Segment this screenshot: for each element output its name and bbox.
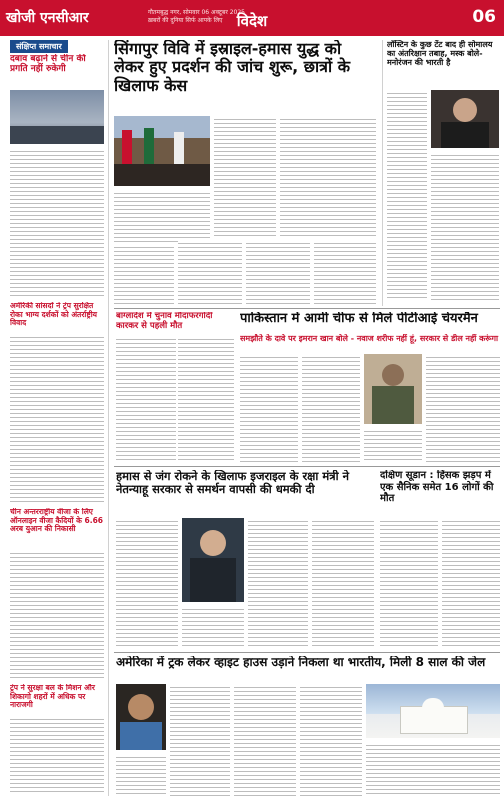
sudan-body-col2 bbox=[442, 518, 500, 648]
lead-body-col5 bbox=[280, 116, 376, 236]
right-top-headline: लॉस्टिन के कुछ टेंट बाद ही सोमालय का अंतरिक्षान तबाह, मस्क बोले- मनोरंजन की भारती है bbox=[387, 40, 493, 68]
bangladesh-body-col2 bbox=[178, 336, 234, 462]
person-body bbox=[190, 558, 236, 602]
divider-line bbox=[114, 308, 500, 309]
lead-body-col1 bbox=[214, 116, 276, 236]
bottom-body-col2 bbox=[234, 684, 296, 796]
israel-body-col4 bbox=[312, 518, 374, 648]
lead-body-col4 bbox=[246, 240, 310, 304]
masthead-dateline: गौतमबुद्ध नगर, सोमवार 06 अक्टूबर 2025 bbox=[148, 9, 245, 16]
brief1-photo bbox=[10, 90, 104, 144]
divider-line bbox=[114, 466, 500, 467]
crowd-shape bbox=[10, 126, 104, 144]
israel-body-col2 bbox=[182, 606, 244, 648]
bottom-body-col4 bbox=[366, 742, 500, 796]
bangladesh-headline: बांग्लादेश में चुनाव मौदाफरगोदी कारकर से पहली मौत bbox=[116, 312, 213, 331]
lead-body-col2 bbox=[114, 244, 174, 304]
white-house-photo bbox=[366, 684, 500, 738]
lead-photo bbox=[114, 116, 210, 186]
person-face bbox=[453, 98, 477, 122]
israel-photo bbox=[182, 518, 244, 602]
brief3-body bbox=[10, 550, 104, 680]
person-face bbox=[200, 530, 226, 556]
right-top-story bbox=[382, 40, 501, 306]
divider-line bbox=[114, 652, 500, 653]
bottom-body-col3 bbox=[300, 684, 362, 796]
pakistan-body-col3 bbox=[364, 428, 422, 462]
brief1-headline: दबाव बढ़ाने से चीन की प्रगति नहीं रुकेगी bbox=[10, 54, 86, 75]
brief3-headline: चीन अन्तरराष्ट्रीय वीजा के लिए ऑनलाइन वीजा कैदियों के 6.66 अरब युआन की निकासी bbox=[10, 508, 104, 534]
lead-body-col0 bbox=[114, 190, 210, 242]
bottom-headline: अमेरिका में ट्रक लेकर व्हाइट हाउस उड़ाने निकला था भारतीय, मिली 8 साल की जेल bbox=[116, 656, 486, 669]
pakistan-body-col4 bbox=[426, 354, 500, 462]
crowd-shape bbox=[114, 164, 210, 186]
brief4-headline: ट्रंप ने सुरक्षा बल के मिशन और शिकागो शहरों में अधिक पर नाराजगी bbox=[10, 684, 95, 710]
portico-shape bbox=[422, 698, 444, 708]
section-title: विदेश bbox=[236, 12, 268, 30]
masthead-tagline: ख़बरों की दुनिया सिर्फ आपके लिए bbox=[148, 17, 223, 24]
bottom-body-col1 bbox=[170, 684, 230, 796]
person-body bbox=[441, 122, 489, 148]
page-number: 06 bbox=[472, 7, 496, 27]
israel-headline: हमास से जंग रोकने के खिलाफ इजराइल के रक्षा मंत्री ने नेतन्याहू सरकार से समर्थन वापसी की धमकी दी bbox=[116, 470, 349, 497]
sudan-headline: दक्षिण सूडान : हिंसक झड़प में एक सैनिक समेत 16 लोगों की मौत bbox=[380, 470, 494, 504]
brief4-body bbox=[10, 716, 104, 794]
right-top-body-col2 bbox=[431, 152, 499, 300]
right-top-body-col1 bbox=[387, 90, 427, 300]
bangladesh-body-col1 bbox=[116, 336, 176, 462]
right-top-photo bbox=[431, 90, 499, 148]
sudan-body-col1 bbox=[380, 518, 438, 648]
israel-body-col1 bbox=[116, 518, 178, 648]
left-briefs-column bbox=[4, 40, 109, 796]
lead-body-col6 bbox=[314, 240, 376, 304]
pakistan-photo bbox=[364, 354, 422, 424]
bottom-photo bbox=[116, 684, 166, 750]
page-header bbox=[0, 0, 504, 36]
israel-body-col3 bbox=[248, 518, 308, 648]
brief1-body bbox=[10, 148, 104, 298]
pakistan-body-col2 bbox=[302, 354, 360, 462]
person-face bbox=[128, 694, 154, 720]
person-face bbox=[382, 364, 404, 386]
lead-headline: सिंगापुर विवि में इस्राइल-हमास युद्ध को लेकर हुए प्रदर्शन की जांच शुरू, छात्रों के खिलाफ केस bbox=[114, 40, 350, 95]
masthead-logo: खोजी एनसीआर bbox=[6, 10, 89, 26]
brief2-headline: अमेरिकी सांसदों ने ट्रंप सुरक्षित रोका भाग्य दर्शकों को अंतर्राष्ट्रीय विवाद bbox=[10, 302, 98, 328]
pakistan-headline: पाकिस्तान में आर्मी चीफ से मिले पीटीआई चेयरमैन bbox=[240, 312, 478, 326]
pakistan-subhead: समझौते के दावे पर इमरान खान बोले - नवाज शरीफ नहीं हूं, सरकार से डील नहीं करूंगा bbox=[240, 334, 499, 343]
person-body bbox=[120, 722, 162, 750]
lead-body-col3 bbox=[178, 240, 242, 304]
briefs-tag: संक्षिप्त समाचार bbox=[10, 40, 68, 53]
brief2-body bbox=[10, 334, 104, 504]
pakistan-body-col1 bbox=[240, 354, 298, 462]
bottom-body-col0 bbox=[116, 754, 166, 796]
building-shape bbox=[400, 706, 468, 734]
person-body bbox=[372, 386, 414, 424]
